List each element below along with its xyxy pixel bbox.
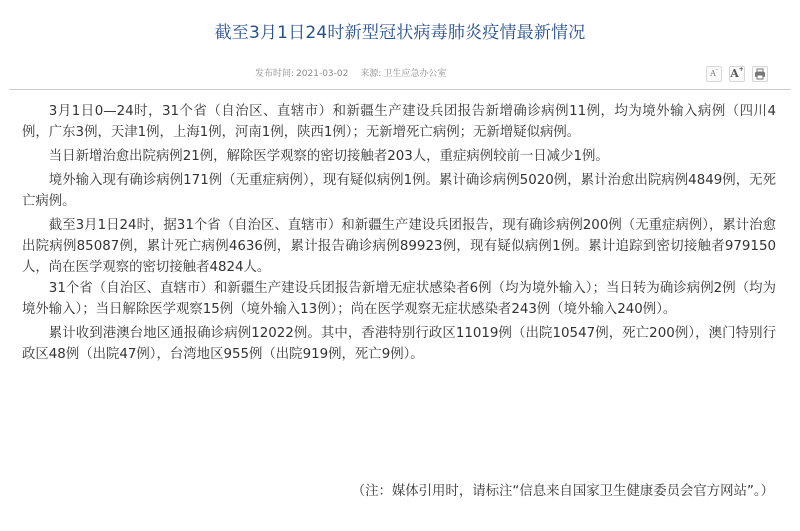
header-divider <box>9 89 791 90</box>
article-title: 截至3月1日24时新型冠状病毒肺炎疫情最新情况 <box>214 23 586 43</box>
font-increase-icon: A <box>730 67 739 80</box>
paragraph-3: 境外输入现有确诊病例171例（无重症病例），现有疑似病例1例。累计确诊病例5020例，累计治愈出院病例4849例，无死亡病例。 <box>22 173 776 209</box>
publish-label: 发布时间: <box>255 69 295 79</box>
source-value: 卫生应急办公室 <box>383 69 447 79</box>
font-increase-button[interactable]: A+ <box>730 66 744 80</box>
source-label: 来源: <box>360 69 382 79</box>
citation-note: （注：媒体引用时，请标注“信息来自国家卫生健康委员会官方网站”。） <box>351 484 774 499</box>
font-decrease-icon: A <box>710 69 716 78</box>
paragraph-5: 31个省（自治区、直辖市）和新疆生产建设兵团报告新增无症状感染者6例（均为境外输入）；当日转为确诊病例2例（均为境外输入）；当日解除医学观察15例（境外输入13例）；尚在医学观察无症状感染者243例（境外输入240例）。 <box>22 281 776 317</box>
paragraph-1: 3月1日0—24时，31个省（自治区、直辖市）和新疆生产建设兵团报告新增确诊病例11例，均为境外输入病例（四川4例，广东3例，天津1例，上海1例，河南1例，陕西1例）；无新增死亡病例；无新增疑似病例。 <box>22 104 776 140</box>
article-meta <box>255 66 448 79</box>
print-button[interactable] <box>752 66 768 82</box>
paragraph-2: 当日新增治愈出院病例21例，解除医学观察的密切接触者203人，重症病例较前一日减少1例。 <box>48 149 609 164</box>
article-body <box>22 101 776 365</box>
paragraph-4: 截至3月1日24时，据31个省（自治区、直辖市）和新疆生产建设兵团报告，现有确诊病例200例（无重症病例），累计治愈出院病例85087例，累计死亡病例4636例，累计报告确诊病例89923例，现有疑似病例1例。累计追踪到密切接触者979150人，尚在医学观察的密切接触者4824人。 <box>22 218 776 275</box>
printer-icon <box>753 67 767 81</box>
paragraph-6: 累计收到港澳台地区通报确诊病例12022例。其中，香港特别行政区11019例（出院10547例，死亡200例），澳门特别行政区48例（出院47例），台湾地区955例（出院919例，死亡9例）。 <box>22 326 776 362</box>
publish-date: 2021-03-02 <box>296 69 349 79</box>
font-decrease-button[interactable]: A- <box>706 66 722 82</box>
